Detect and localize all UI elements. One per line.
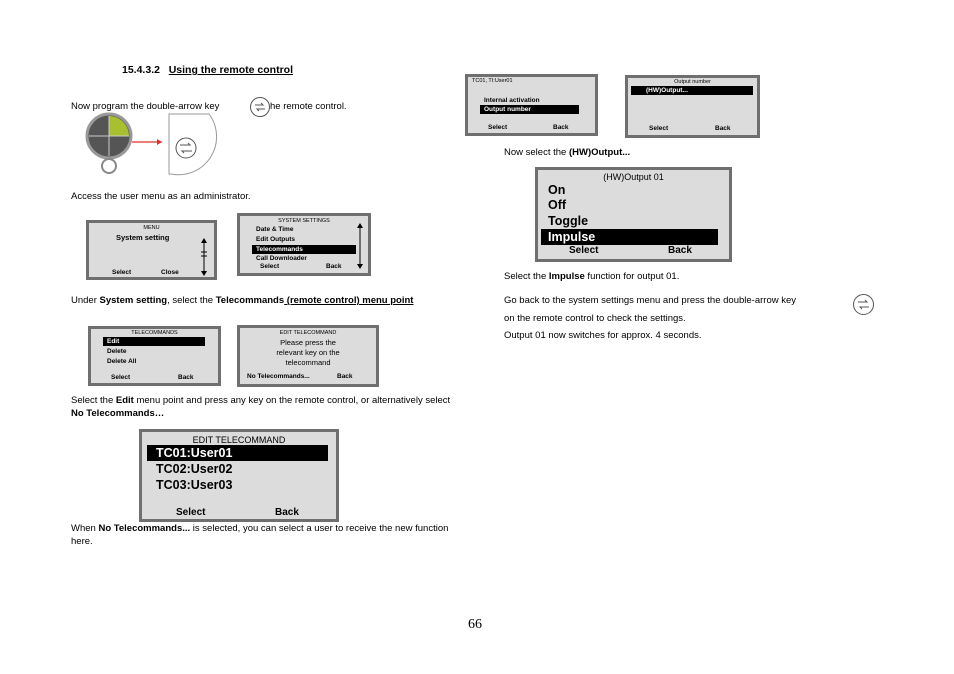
menu-item-selected[interactable]: TC01:User01 <box>147 445 328 461</box>
paragraph-output-switches: Output 01 now switches for approx. 4 seconds. <box>504 330 702 341</box>
softkey-left[interactable]: Select <box>112 269 132 276</box>
lcd-title: Output number <box>674 79 711 85</box>
text: Impulse <box>548 271 585 282</box>
lcd-tc01 <box>465 74 598 136</box>
text: (HW)Output... <box>568 147 631 158</box>
scroll-arrows-icon <box>199 237 209 277</box>
text: Telecommands <box>215 295 285 306</box>
menu-item-selected[interactable]: Output number <box>480 105 579 114</box>
text: menu point and press any key on the remote control, or alternatively select <box>133 395 451 406</box>
menu-item[interactable]: Delete All <box>107 358 137 365</box>
lcd-telecommands <box>88 326 221 386</box>
text: Edit <box>115 395 134 406</box>
softkey-right[interactable]: Back <box>337 373 353 380</box>
text: Now program the double-arrow key <box>71 101 220 112</box>
text: No Telecommands... <box>98 523 191 534</box>
text: Under <box>71 295 100 306</box>
text: (remote control) menu point <box>284 295 414 306</box>
paragraph-check-settings: on the remote control to check the settings. <box>504 313 686 324</box>
softkey-right[interactable]: Back <box>553 124 569 131</box>
lcd-edit-telecommand <box>139 429 339 522</box>
text: is selected, you can select a user to receive the new function here. <box>71 523 449 547</box>
text: function for output 01. <box>584 271 680 282</box>
scroll-arrows-icon <box>355 222 365 270</box>
double-arrow-key-icon <box>250 97 270 117</box>
menu-item[interactable]: Call Downloader <box>256 255 307 262</box>
softkey-right[interactable]: Back <box>326 263 342 270</box>
lcd-title: EDIT TELECOMMAND <box>279 330 337 336</box>
menu-item[interactable]: Off <box>548 198 567 212</box>
menu-item[interactable]: System setting <box>116 233 170 242</box>
softkey-left[interactable]: No Telecommands... <box>247 373 310 380</box>
lcd-output-number <box>625 75 760 138</box>
menu-item[interactable]: TC03:User03 <box>156 478 233 492</box>
text: No Telecommands… <box>71 408 165 419</box>
menu-item[interactable]: TC02:User02 <box>156 462 233 476</box>
paragraph-no-telecommands <box>71 522 451 548</box>
lcd-title: (HW)Output 01 <box>603 172 664 182</box>
lcd-edit-telecommand-prompt <box>237 325 379 387</box>
lcd-system-settings <box>237 213 371 276</box>
softkey-right[interactable]: Back <box>275 507 299 518</box>
text: he remote control. <box>270 101 347 112</box>
paragraph-access-menu: Access the user menu as an administrator. <box>71 191 251 202</box>
softkey-right[interactable]: Back <box>715 125 731 132</box>
menu-item[interactable]: Toggle <box>548 214 589 228</box>
softkey-right[interactable]: Close <box>161 269 179 276</box>
text: When <box>71 523 99 534</box>
paragraph-under-system-setting <box>71 294 413 307</box>
menu-item[interactable]: Internal activation <box>484 97 540 104</box>
softkey-left[interactable]: Select <box>176 507 206 518</box>
section-title: Using the remote control <box>168 64 293 76</box>
section-heading <box>122 64 293 76</box>
lcd-menu <box>86 220 217 280</box>
text: , select the <box>167 295 216 306</box>
paragraph-go-back: Go back to the system settings menu and press the double-arrow key <box>504 295 797 306</box>
menu-item[interactable]: Edit Outputs <box>256 236 295 243</box>
prompt-line: Please press the <box>280 338 336 347</box>
text: Now select the <box>504 147 569 158</box>
section-number: 15.4.3.2 <box>122 64 160 76</box>
lcd-title: MENU <box>143 225 160 231</box>
paragraph-select-edit <box>71 394 461 420</box>
prompt-line: relevant key on the <box>276 348 340 357</box>
softkey-left[interactable]: Select <box>488 124 508 131</box>
prompt-line: telecommand <box>285 358 331 367</box>
menu-item[interactable]: Date & Time <box>256 226 294 233</box>
lcd-title: TC01, TI:User01 <box>472 78 513 84</box>
double-arrow-key-icon <box>853 294 874 315</box>
lcd-title: TELECOMMANDS <box>131 330 178 336</box>
lcd-title: SYSTEM SETTINGS <box>278 218 330 224</box>
softkey-right[interactable]: Back <box>668 245 692 256</box>
menu-item-selected[interactable]: Edit <box>103 337 205 346</box>
paragraph-select-hw-output <box>504 146 630 159</box>
paragraph-select-impulse <box>504 270 679 283</box>
softkey-left[interactable]: Select <box>649 125 669 132</box>
menu-item[interactable]: Delete <box>107 348 127 355</box>
softkey-right[interactable]: Back <box>178 374 194 381</box>
page-number: 66 <box>468 617 482 632</box>
text: System setting <box>99 295 168 306</box>
text: Select the <box>71 395 116 406</box>
softkey-left[interactable]: Select <box>569 245 599 256</box>
lcd-title: EDIT TELECOMMAND <box>192 435 286 445</box>
lcd-hw-output <box>535 167 732 262</box>
softkey-left[interactable]: Select <box>111 374 131 381</box>
menu-item-selected[interactable]: (HW)Output... <box>631 86 753 95</box>
softkey-left[interactable]: Select <box>260 263 280 270</box>
remote-control-illustration <box>74 112 250 178</box>
menu-item-selected[interactable]: Impulse <box>541 229 718 245</box>
paragraph-program-key-end <box>270 100 347 113</box>
text: Select the <box>504 271 549 282</box>
menu-item-selected[interactable]: Telecommands <box>252 245 356 254</box>
menu-item[interactable]: On <box>548 183 566 197</box>
